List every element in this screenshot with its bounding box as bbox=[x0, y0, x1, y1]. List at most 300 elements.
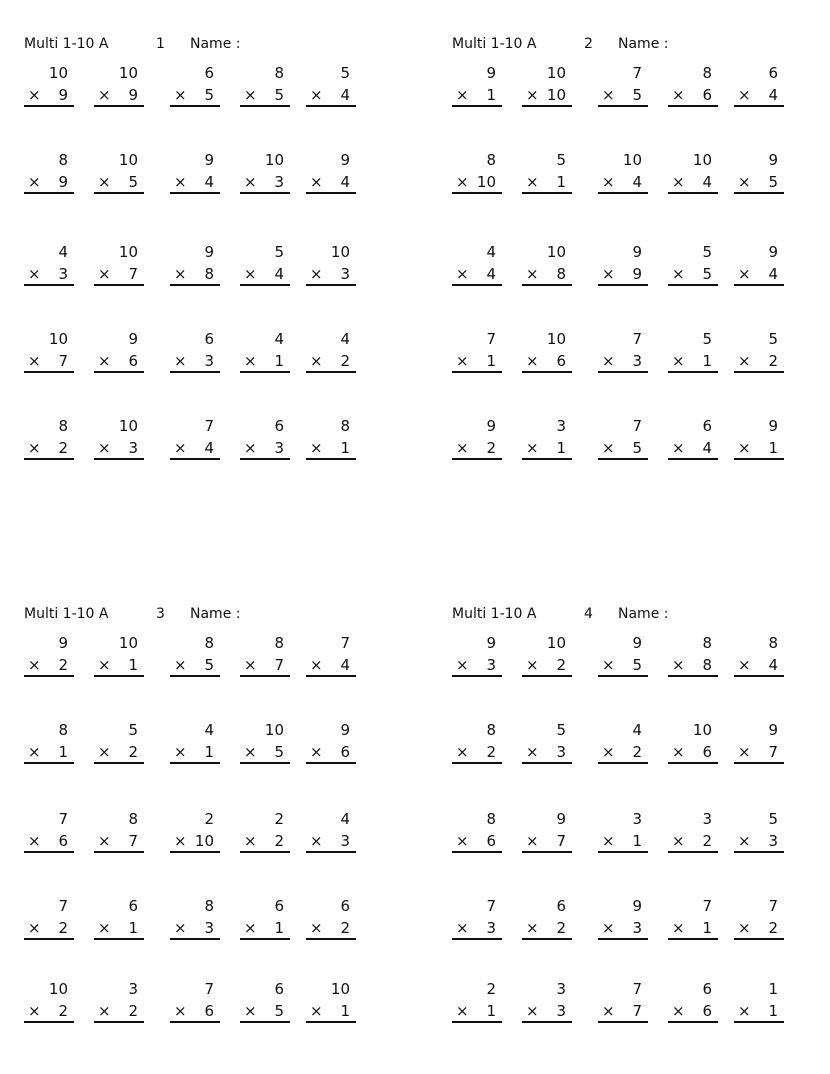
multiplier: 4 bbox=[340, 173, 350, 191]
multiplier: 5 bbox=[274, 86, 284, 104]
answer-line bbox=[734, 265, 784, 286]
multiplicand: 6 bbox=[768, 64, 778, 82]
times-sign: × bbox=[526, 439, 539, 457]
problem bbox=[522, 810, 572, 854]
multiplicand: 10 bbox=[264, 721, 284, 739]
times-sign: × bbox=[526, 173, 539, 191]
answer-line bbox=[170, 743, 220, 764]
problem bbox=[170, 634, 220, 678]
problem bbox=[668, 243, 718, 287]
times-sign: × bbox=[526, 86, 539, 104]
multiplier: 1 bbox=[486, 352, 496, 370]
problem bbox=[668, 810, 718, 854]
problem bbox=[306, 151, 356, 195]
answer-line bbox=[734, 919, 784, 940]
answer-line bbox=[452, 743, 502, 764]
times-sign: × bbox=[28, 919, 41, 937]
multiplier: 7 bbox=[768, 743, 778, 761]
problem bbox=[94, 64, 144, 108]
times-sign: × bbox=[602, 173, 615, 191]
problem bbox=[24, 64, 74, 108]
multiplicand: 6 bbox=[274, 417, 284, 435]
multiplicand: 10 bbox=[118, 243, 138, 261]
times-sign: × bbox=[98, 173, 111, 191]
times-sign: × bbox=[456, 352, 469, 370]
multiplicand: 9 bbox=[58, 634, 68, 652]
problem bbox=[170, 64, 220, 108]
answer-line bbox=[668, 173, 718, 194]
multiplier: 3 bbox=[632, 919, 642, 937]
answer-line bbox=[94, 265, 144, 286]
problem bbox=[668, 980, 718, 1024]
multiplier: 5 bbox=[702, 265, 712, 283]
multiplier: 3 bbox=[128, 439, 138, 457]
answer-line bbox=[240, 743, 290, 764]
times-sign: × bbox=[602, 743, 615, 761]
multiplicand: 9 bbox=[128, 330, 138, 348]
multiplier: 1 bbox=[128, 919, 138, 937]
answer-line bbox=[452, 86, 502, 107]
answer-line bbox=[94, 832, 144, 853]
problem bbox=[668, 417, 718, 461]
answer-line bbox=[240, 832, 290, 853]
problem bbox=[306, 634, 356, 678]
name-label: Name : bbox=[190, 606, 241, 622]
multiplier: 2 bbox=[702, 832, 712, 850]
problem bbox=[240, 634, 290, 678]
problem bbox=[24, 151, 74, 195]
times-sign: × bbox=[174, 1002, 187, 1020]
multiplier: 1 bbox=[486, 1002, 496, 1020]
answer-line bbox=[668, 919, 718, 940]
problem bbox=[522, 634, 572, 678]
multiplier: 5 bbox=[274, 743, 284, 761]
multiplicand: 7 bbox=[204, 980, 214, 998]
answer-line bbox=[240, 1002, 290, 1023]
times-sign: × bbox=[28, 1002, 41, 1020]
times-sign: × bbox=[98, 832, 111, 850]
problem bbox=[24, 980, 74, 1024]
answer-line bbox=[522, 832, 572, 853]
times-sign: × bbox=[526, 265, 539, 283]
problem bbox=[598, 897, 648, 941]
problem bbox=[734, 721, 784, 765]
multiplier: 7 bbox=[58, 352, 68, 370]
answer-line bbox=[522, 656, 572, 677]
problem bbox=[306, 980, 356, 1024]
multiplier: 1 bbox=[274, 352, 284, 370]
multiplier: 2 bbox=[486, 439, 496, 457]
times-sign: × bbox=[672, 743, 685, 761]
times-sign: × bbox=[244, 439, 257, 457]
answer-line bbox=[668, 656, 718, 677]
problem bbox=[734, 417, 784, 461]
multiplier: 4 bbox=[768, 656, 778, 674]
times-sign: × bbox=[526, 832, 539, 850]
multiplier: 3 bbox=[58, 265, 68, 283]
answer-line bbox=[452, 173, 502, 194]
answer-line bbox=[522, 743, 572, 764]
multiplier: 2 bbox=[58, 656, 68, 674]
times-sign: × bbox=[28, 265, 41, 283]
times-sign: × bbox=[244, 173, 257, 191]
times-sign: × bbox=[526, 352, 539, 370]
times-sign: × bbox=[310, 1002, 323, 1020]
answer-line bbox=[170, 1002, 220, 1023]
multiplier: 6 bbox=[702, 86, 712, 104]
times-sign: × bbox=[98, 265, 111, 283]
multiplier: 5 bbox=[632, 86, 642, 104]
answer-line bbox=[94, 919, 144, 940]
answer-line bbox=[734, 439, 784, 460]
multiplier: 2 bbox=[556, 656, 566, 674]
problem bbox=[668, 721, 718, 765]
answer-line bbox=[522, 352, 572, 373]
problem bbox=[452, 64, 502, 108]
worksheet-title: Multi 1-10 A bbox=[24, 606, 109, 622]
times-sign: × bbox=[602, 1002, 615, 1020]
answer-line bbox=[452, 439, 502, 460]
answer-line bbox=[598, 352, 648, 373]
problem bbox=[170, 417, 220, 461]
answer-line bbox=[734, 656, 784, 677]
problem bbox=[240, 330, 290, 374]
times-sign: × bbox=[456, 265, 469, 283]
multiplier: 8 bbox=[556, 265, 566, 283]
multiplier: 1 bbox=[340, 439, 350, 457]
multiplicand: 8 bbox=[204, 897, 214, 915]
multiplier: 2 bbox=[768, 352, 778, 370]
answer-line bbox=[24, 832, 74, 853]
problem bbox=[94, 634, 144, 678]
multiplier: 7 bbox=[556, 832, 566, 850]
multiplicand: 4 bbox=[204, 721, 214, 739]
answer-line bbox=[734, 86, 784, 107]
problem bbox=[94, 151, 144, 195]
times-sign: × bbox=[174, 919, 187, 937]
multiplier: 4 bbox=[768, 265, 778, 283]
multiplier: 4 bbox=[340, 86, 350, 104]
answer-line bbox=[24, 919, 74, 940]
multiplicand: 5 bbox=[274, 243, 284, 261]
multiplicand: 4 bbox=[340, 810, 350, 828]
answer-line bbox=[170, 86, 220, 107]
problem bbox=[170, 897, 220, 941]
multiplicand: 8 bbox=[486, 721, 496, 739]
times-sign: × bbox=[456, 173, 469, 191]
multiplier: 9 bbox=[58, 86, 68, 104]
multiplicand: 5 bbox=[702, 243, 712, 261]
problem bbox=[598, 721, 648, 765]
times-sign: × bbox=[526, 919, 539, 937]
problem bbox=[734, 897, 784, 941]
multiplicand: 8 bbox=[486, 810, 496, 828]
problem bbox=[306, 897, 356, 941]
times-sign: × bbox=[98, 656, 111, 674]
multiplier: 4 bbox=[702, 173, 712, 191]
multiplier: 6 bbox=[702, 1002, 712, 1020]
problem bbox=[94, 897, 144, 941]
problem bbox=[306, 243, 356, 287]
multiplier: 1 bbox=[768, 439, 778, 457]
problem bbox=[306, 330, 356, 374]
worksheet-header bbox=[24, 606, 364, 626]
problem bbox=[668, 330, 718, 374]
worksheet-title: Multi 1-10 A bbox=[452, 36, 537, 52]
times-sign: × bbox=[244, 352, 257, 370]
answer-line bbox=[734, 352, 784, 373]
answer-line bbox=[240, 265, 290, 286]
times-sign: × bbox=[244, 265, 257, 283]
problem bbox=[452, 810, 502, 854]
multiplicand: 7 bbox=[632, 980, 642, 998]
multiplicand: 5 bbox=[702, 330, 712, 348]
multiplier: 3 bbox=[486, 656, 496, 674]
answer-line bbox=[24, 743, 74, 764]
multiplier: 1 bbox=[702, 919, 712, 937]
multiplicand: 7 bbox=[204, 417, 214, 435]
answer-line bbox=[306, 173, 356, 194]
multiplier: 3 bbox=[556, 743, 566, 761]
problem bbox=[734, 810, 784, 854]
answer-line bbox=[522, 173, 572, 194]
multiplicand: 7 bbox=[58, 897, 68, 915]
multiplier: 7 bbox=[128, 265, 138, 283]
answer-line bbox=[668, 1002, 718, 1023]
times-sign: × bbox=[672, 352, 685, 370]
problem bbox=[522, 417, 572, 461]
problem bbox=[240, 243, 290, 287]
worksheet-header bbox=[452, 36, 792, 56]
multiplier: 4 bbox=[632, 173, 642, 191]
answer-line bbox=[24, 173, 74, 194]
problem bbox=[668, 634, 718, 678]
answer-line bbox=[452, 919, 502, 940]
multiplicand: 5 bbox=[128, 721, 138, 739]
times-sign: × bbox=[244, 832, 257, 850]
problem bbox=[170, 980, 220, 1024]
answer-line bbox=[668, 265, 718, 286]
multiplicand: 6 bbox=[204, 64, 214, 82]
problem bbox=[734, 980, 784, 1024]
times-sign: × bbox=[456, 656, 469, 674]
multiplicand: 10 bbox=[118, 634, 138, 652]
multiplicand: 10 bbox=[330, 243, 350, 261]
problem bbox=[240, 721, 290, 765]
answer-line bbox=[240, 173, 290, 194]
multiplier: 5 bbox=[768, 173, 778, 191]
problem bbox=[734, 151, 784, 195]
times-sign: × bbox=[456, 1002, 469, 1020]
multiplier: 3 bbox=[768, 832, 778, 850]
problem bbox=[306, 721, 356, 765]
multiplicand: 9 bbox=[486, 64, 496, 82]
answer-line bbox=[734, 832, 784, 853]
multiplier: 3 bbox=[204, 352, 214, 370]
multiplier: 6 bbox=[204, 1002, 214, 1020]
answer-line bbox=[94, 656, 144, 677]
problem bbox=[306, 810, 356, 854]
times-sign: × bbox=[602, 265, 615, 283]
multiplicand: 6 bbox=[340, 897, 350, 915]
problem bbox=[240, 151, 290, 195]
times-sign: × bbox=[98, 919, 111, 937]
multiplier: 2 bbox=[340, 919, 350, 937]
times-sign: × bbox=[310, 656, 323, 674]
answer-line bbox=[598, 439, 648, 460]
multiplier: 1 bbox=[486, 86, 496, 104]
name-label: Name : bbox=[618, 36, 669, 52]
multiplicand: 10 bbox=[692, 151, 712, 169]
multiplicand: 7 bbox=[58, 810, 68, 828]
multiplicand: 10 bbox=[546, 64, 566, 82]
answer-line bbox=[598, 743, 648, 764]
multiplicand: 7 bbox=[340, 634, 350, 652]
problem bbox=[452, 634, 502, 678]
answer-line bbox=[24, 352, 74, 373]
multiplier: 2 bbox=[58, 439, 68, 457]
multiplier: 4 bbox=[486, 265, 496, 283]
multiplier: 5 bbox=[632, 656, 642, 674]
answer-line bbox=[306, 743, 356, 764]
multiplier: 9 bbox=[632, 265, 642, 283]
multiplicand: 10 bbox=[622, 151, 642, 169]
problem bbox=[734, 634, 784, 678]
multiplier: 10 bbox=[546, 86, 566, 104]
times-sign: × bbox=[602, 919, 615, 937]
multiplier: 10 bbox=[194, 832, 214, 850]
problem bbox=[522, 243, 572, 287]
answer-line bbox=[668, 743, 718, 764]
times-sign: × bbox=[174, 832, 187, 850]
problem bbox=[598, 810, 648, 854]
answer-line bbox=[170, 919, 220, 940]
times-sign: × bbox=[738, 265, 751, 283]
multiplier: 6 bbox=[58, 832, 68, 850]
answer-line bbox=[598, 86, 648, 107]
times-sign: × bbox=[672, 86, 685, 104]
times-sign: × bbox=[602, 439, 615, 457]
problem bbox=[734, 330, 784, 374]
problem bbox=[598, 64, 648, 108]
multiplier: 2 bbox=[556, 919, 566, 937]
answer-line bbox=[306, 919, 356, 940]
multiplicand: 10 bbox=[264, 151, 284, 169]
multiplier: 2 bbox=[58, 919, 68, 937]
answer-line bbox=[24, 1002, 74, 1023]
problem bbox=[94, 721, 144, 765]
multiplier: 7 bbox=[632, 1002, 642, 1020]
multiplicand: 7 bbox=[486, 897, 496, 915]
problem bbox=[24, 634, 74, 678]
multiplier: 6 bbox=[702, 743, 712, 761]
multiplicand: 4 bbox=[340, 330, 350, 348]
multiplicand: 8 bbox=[128, 810, 138, 828]
problem bbox=[170, 243, 220, 287]
multiplier: 9 bbox=[128, 86, 138, 104]
answer-line bbox=[170, 352, 220, 373]
multiplicand: 10 bbox=[118, 151, 138, 169]
answer-line bbox=[452, 1002, 502, 1023]
answer-line bbox=[522, 439, 572, 460]
times-sign: × bbox=[672, 919, 685, 937]
times-sign: × bbox=[526, 1002, 539, 1020]
times-sign: × bbox=[602, 656, 615, 674]
multiplicand: 9 bbox=[340, 151, 350, 169]
times-sign: × bbox=[174, 656, 187, 674]
multiplier: 3 bbox=[274, 173, 284, 191]
problem bbox=[668, 897, 718, 941]
problem bbox=[94, 980, 144, 1024]
multiplicand: 5 bbox=[556, 721, 566, 739]
problem bbox=[452, 980, 502, 1024]
times-sign: × bbox=[310, 265, 323, 283]
multiplicand: 9 bbox=[204, 151, 214, 169]
answer-line bbox=[734, 743, 784, 764]
multiplicand: 3 bbox=[128, 980, 138, 998]
times-sign: × bbox=[738, 1002, 751, 1020]
times-sign: × bbox=[738, 173, 751, 191]
multiplier: 1 bbox=[702, 352, 712, 370]
multiplicand: 2 bbox=[486, 980, 496, 998]
multiplicand: 8 bbox=[58, 721, 68, 739]
multiplier: 9 bbox=[58, 173, 68, 191]
answer-line bbox=[668, 352, 718, 373]
multiplicand: 3 bbox=[632, 810, 642, 828]
multiplicand: 9 bbox=[632, 634, 642, 652]
answer-line bbox=[240, 352, 290, 373]
multiplier: 1 bbox=[58, 743, 68, 761]
name-label: Name : bbox=[618, 606, 669, 622]
times-sign: × bbox=[174, 86, 187, 104]
multiplier: 6 bbox=[556, 352, 566, 370]
problem bbox=[734, 64, 784, 108]
times-sign: × bbox=[672, 832, 685, 850]
times-sign: × bbox=[174, 352, 187, 370]
times-sign: × bbox=[98, 352, 111, 370]
multiplicand: 9 bbox=[486, 417, 496, 435]
multiplicand: 6 bbox=[556, 897, 566, 915]
problem bbox=[522, 64, 572, 108]
multiplicand: 6 bbox=[274, 897, 284, 915]
multiplier: 2 bbox=[274, 832, 284, 850]
times-sign: × bbox=[456, 743, 469, 761]
problem bbox=[24, 721, 74, 765]
multiplicand: 10 bbox=[546, 634, 566, 652]
times-sign: × bbox=[310, 173, 323, 191]
multiplier: 4 bbox=[274, 265, 284, 283]
multiplier: 8 bbox=[204, 265, 214, 283]
answer-line bbox=[24, 439, 74, 460]
problem bbox=[240, 897, 290, 941]
times-sign: × bbox=[672, 439, 685, 457]
problem bbox=[452, 721, 502, 765]
problem bbox=[452, 417, 502, 461]
problem bbox=[94, 330, 144, 374]
multiplicand: 10 bbox=[48, 330, 68, 348]
times-sign: × bbox=[310, 832, 323, 850]
multiplicand: 10 bbox=[692, 721, 712, 739]
multiplicand: 5 bbox=[556, 151, 566, 169]
multiplier: 4 bbox=[702, 439, 712, 457]
multiplier: 1 bbox=[632, 832, 642, 850]
multiplicand: 5 bbox=[768, 330, 778, 348]
multiplicand: 7 bbox=[768, 897, 778, 915]
multiplier: 4 bbox=[768, 86, 778, 104]
times-sign: × bbox=[174, 439, 187, 457]
answer-line bbox=[170, 173, 220, 194]
answer-line bbox=[170, 656, 220, 677]
